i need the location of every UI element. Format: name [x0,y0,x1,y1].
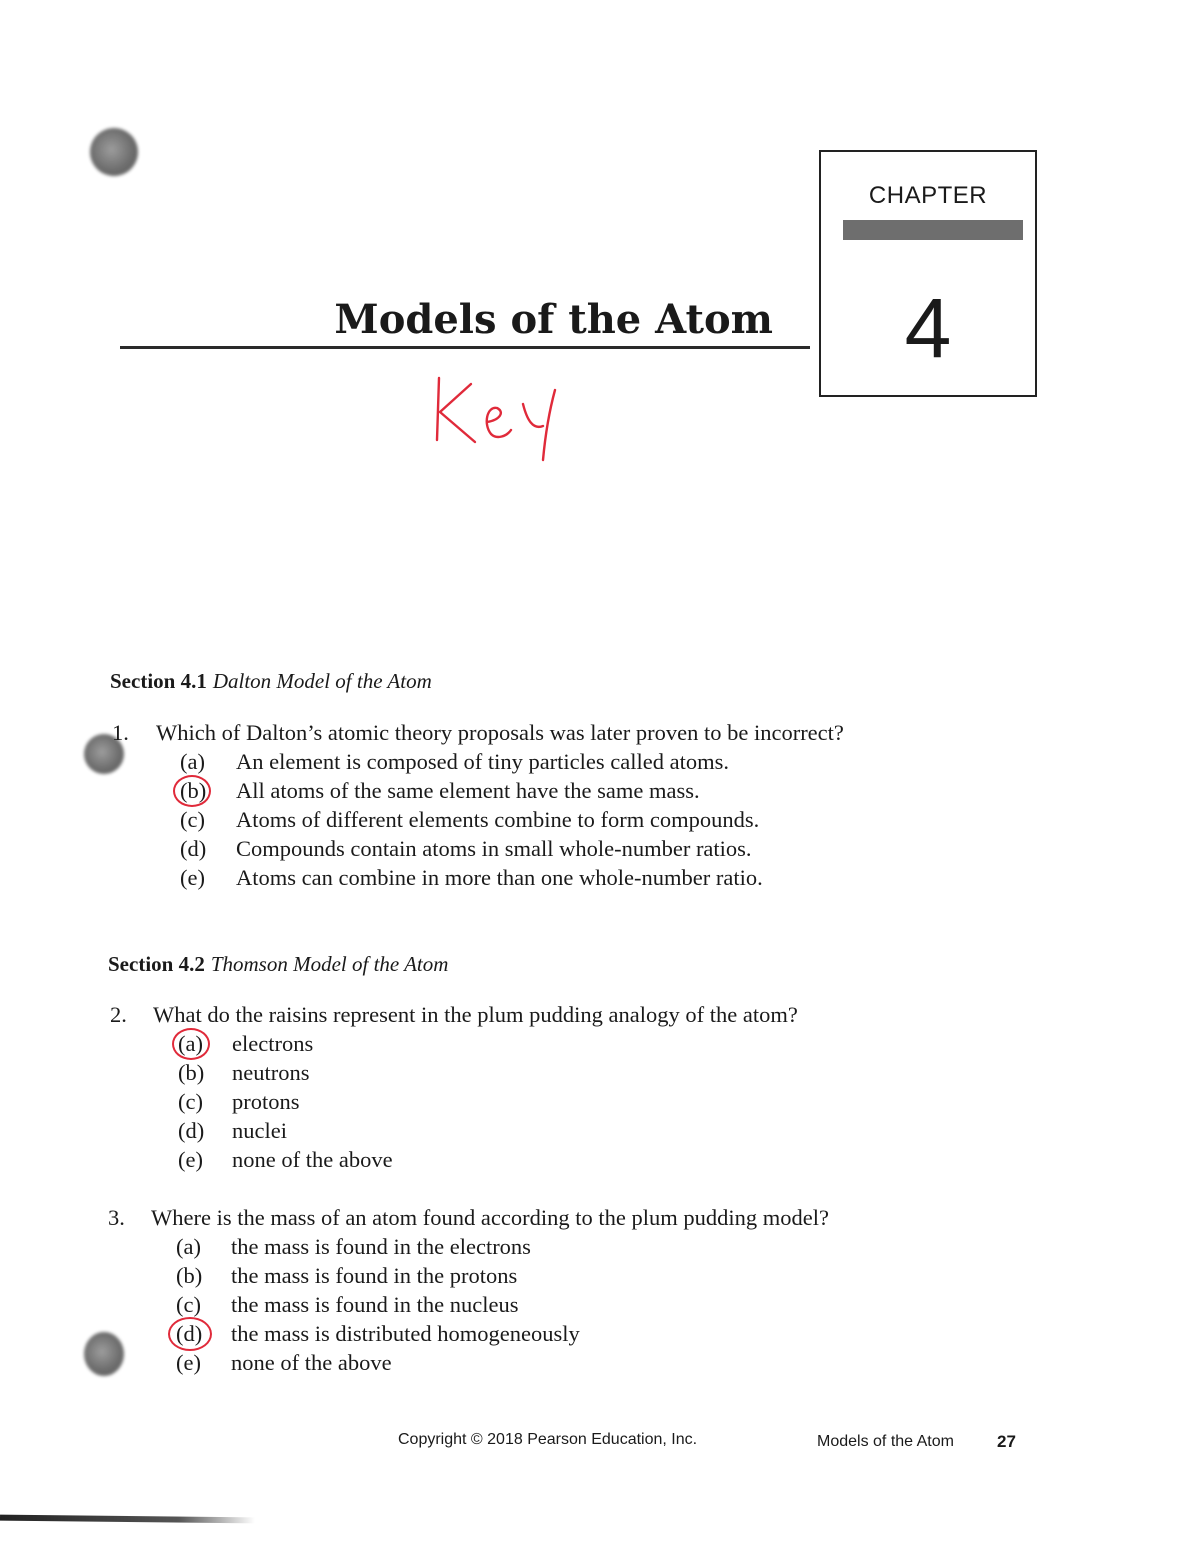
section-heading [110,668,432,694]
option-text: All atoms of the same element have the same mass. [236,778,700,803]
option-text: the mass is found in the nucleus [231,1292,519,1317]
section-number: Section 4.1 [110,669,207,693]
page-title: Models of the Atom [334,296,773,343]
title-rule [120,346,810,349]
option-text: electrons [232,1031,314,1056]
question-text: Which of Dalton’s atomic theory proposals was later proven to be incorrect? [156,720,844,745]
question-number: 2. [110,1002,127,1027]
scan-edge-mark [0,1515,255,1524]
option-text: Atoms of different elements combine to form compounds. [236,807,760,832]
chapter-bar [843,220,1023,240]
option-text: none of the above [231,1350,392,1375]
option-label: (c) [176,1292,201,1317]
chapter-label: CHAPTER [868,182,988,209]
option-text: neutrons [232,1060,310,1085]
option-label: (e) [180,865,205,890]
option-label: (a) [180,749,205,774]
chapter-number: 4 [904,281,952,375]
running-title: Models of the Atom [817,1433,954,1450]
question-text: What do the raisins represent in the plum pudding analogy of the atom? [153,1002,798,1027]
answer-circle [172,1028,210,1060]
question-number: 1. [112,720,129,745]
option-label: (a) [176,1234,201,1259]
option-label: (e) [178,1147,203,1172]
option-text: protons [232,1089,300,1114]
option-text: the mass is distributed homogeneously [231,1321,580,1346]
option-label: (e) [176,1350,201,1375]
option-label: (c) [180,807,205,832]
option-text: An element is composed of tiny particles called atoms. [236,749,729,774]
option-label: (b) [178,1060,205,1085]
option-label: (d) [178,1118,205,1143]
copyright-notice: Copyright © 2018 Pearson Education, Inc. [398,1431,698,1448]
option-text: the mass is found in the electrons [231,1234,531,1259]
question-number: 3. [108,1205,125,1230]
option-text: nuclei [232,1118,287,1143]
option-text: Atoms can combine in more than one whole-number ratio. [236,865,763,890]
punch-hole [90,128,138,176]
option-text: Compounds contain atoms in small whole-number ratios. [236,836,752,861]
section-name: Dalton Model of the Atom [212,669,432,693]
question-text: Where is the mass of an atom found according to the plum pudding model? [151,1205,829,1230]
section-heading [108,951,448,977]
answer-circle [173,775,211,807]
option-label: (c) [178,1089,203,1114]
chapter-box [819,150,1037,397]
section-number: Section 4.2 [108,952,205,976]
option-text: none of the above [232,1147,393,1172]
option-label: (a) [178,1031,203,1056]
answer-circle [168,1317,212,1351]
page-number: 27 [997,1432,1016,1451]
option-label: (d) [180,836,207,861]
option-label: (d) [176,1321,203,1346]
punch-hole [84,1332,124,1376]
option-text: the mass is found in the protons [231,1263,518,1288]
section-name: Thomson Model of the Atom [210,952,449,976]
option-label: (b) [180,778,207,803]
option-label: (b) [176,1263,203,1288]
handwritten-key-note [425,368,575,468]
